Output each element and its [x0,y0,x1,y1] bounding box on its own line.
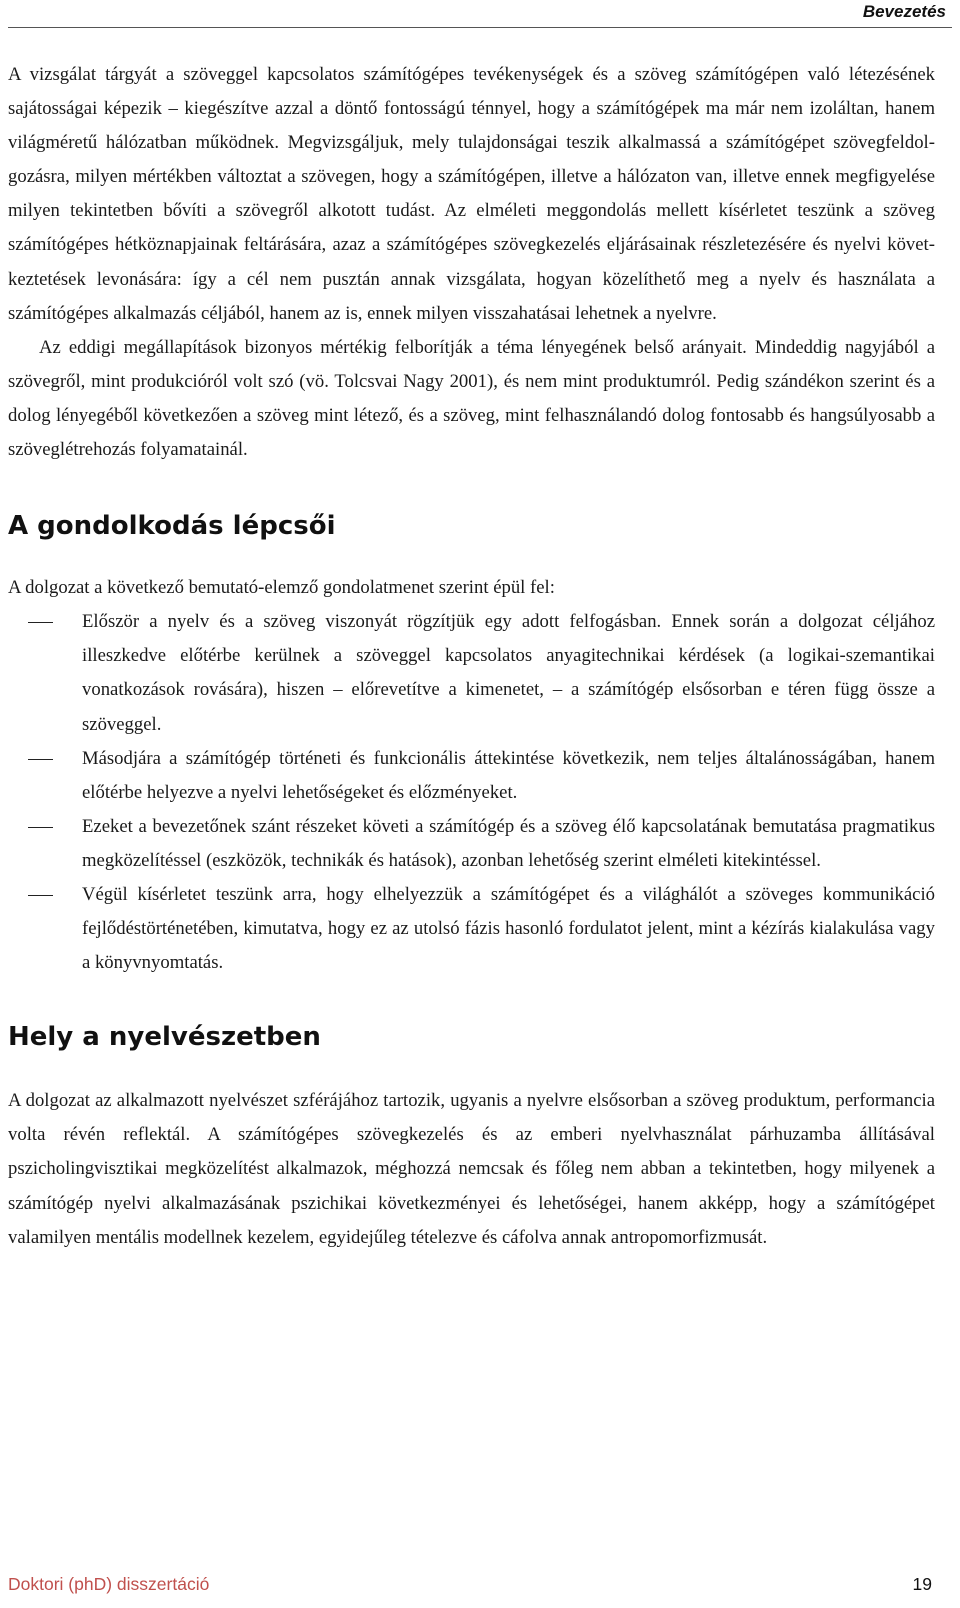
section-heading-steps: A gondolkodás lépcsői [8,511,336,542]
steps-list [8,605,935,980]
list-item [8,878,935,980]
dash-bullet-icon [28,827,53,828]
running-header [8,0,952,28]
section-heading-place: Hely a nyelvészetben [8,1022,321,1053]
list-item [8,605,935,741]
list-item-text: Végül kísérletet teszünk arra, hogy elhelyezzük a számítógépet és a világhálót a szöveges kommunikáció fejlődéstörténetében, kimutatva, hogy ez az utolsó fázis hasonló fordulatot jelent, mint a kézírás kialakulása vagy a könyvnyomtatás. [82,883,935,974]
footer-title: Doktori (phD) disszertáció [8,1574,210,1594]
list-item-text: Másodjára a számítógép történeti és funkcionális áttekintése következik, nem teljes általánosságában, hanem előtérbe helyezve a nyelvi lehetőségeket és előzményeket. [82,747,935,803]
intro-paragraph-1: A vizsgálat tárgyát a szöveggel kapcsolatos számítógépes tevékenységek és a szöveg számítógépen való létezésének sajátosságai képezik – kiegészítve azzal a döntő fontosságú ténnyel, hogy a számítógépek ma már nem izoláltan, hanem világméretű hálózatban működnek. Megvizsgáljuk, mely tulajdonságai teszik alkalmassá a számítógépet szövegfeldolgozásra, milyen mértékben változtat a szövegen, hogy a számítógépen, illetve a hálózaton van, illetve ennek megfigyelése milyen tekintetben bővíti a szövegről alkotott tudást. Az elméleti meggondolás mellett kísérletet teszünk a szöveg számítógépes hétköznapjainak feltárására, azaz a számítógépes szövegkezelés eljárásainak részletezésére és nyelvi következtetések levonására: így a cél nem pusztán annak vizsgálata, hogyan közelíthető meg a nyelv és használata a számítógépes alkalmazás céljából, hanem az is, ennek milyen visszahatásai lehetnek a nyelvre. [8,64,935,324]
list-item-text: Ezeket a bevezetőnek szánt részeket követi a számítógép és a szöveg élő kapcsolatának bemutatása pragmatikus megközelítéssel (eszközök, technikák és hatások), azonban lehetőség szerint elméleti kitekintéssel. [82,815,935,871]
dash-bullet-icon [28,895,53,896]
list-item [8,742,935,810]
header-title: Bevezetés [862,2,946,21]
list-item [8,810,935,878]
list-item-text: Először a nyelv és a szöveg viszonyát rögzítjük egy adott felfogásban. Ennek során a dolgozat céljához illeszkedve előtérbe kerülnek a szöveggel kapcsolatos anyagitechnikai kérdések (a logikai-szemantikai vonatkozások rovására), hiszen – előrevetítve a kimenetet, – a számítógép elsősorban e téren függ össze a szöveggel. [82,611,935,735]
dash-bullet-icon [28,759,53,760]
steps-lead: A dolgozat a következő bemutató-elemző gondolatmenet szerint épül fel: [8,577,555,599]
place-paragraph: A dolgozat az alkalmazott nyelvészet szférájához tartozik, ugyanis a nyelvre elsősorban a szöveg produktum, performancia volta révén reflektál. A számítógépes szövegkezelés és az emberi nyelvhasználat párhuzamba állításával pszicholingvisztikai megközelítést alkalmazok, méghozzá nemcsak és főleg nem abban a tekintetben, hogy milyenek a számítógép nyelvi alkalmazásának pszichikai következményei és lehetőségei, hanem akképp, hogy a számítógépet valamilyen mentális modellnek kezelem, egyidejűleg tételezve és cáfolva annak antropomorfizmusát. [8,1090,935,1248]
page-content [8,58,935,1255]
intro-paragraph-2: Az eddigi megállapítások bizonyos mértékig felborítják a téma lényegének belső arányait. Mindeddig nagyjából a szövegről, mint produkcióról volt szó (vö. Tolcsvai Nagy 2001), és nem mint produktumról. Pedig szándékon szerint és a dolog lényegéből következően a szöveg mint létező, és a szöveg, mint felhasználandó dolog fontosabb és hangsúlyosabb a szöveglétrehozás folyamatainál. [8,336,935,461]
dash-bullet-icon [28,622,53,623]
page-number: 19 [912,1574,932,1594]
